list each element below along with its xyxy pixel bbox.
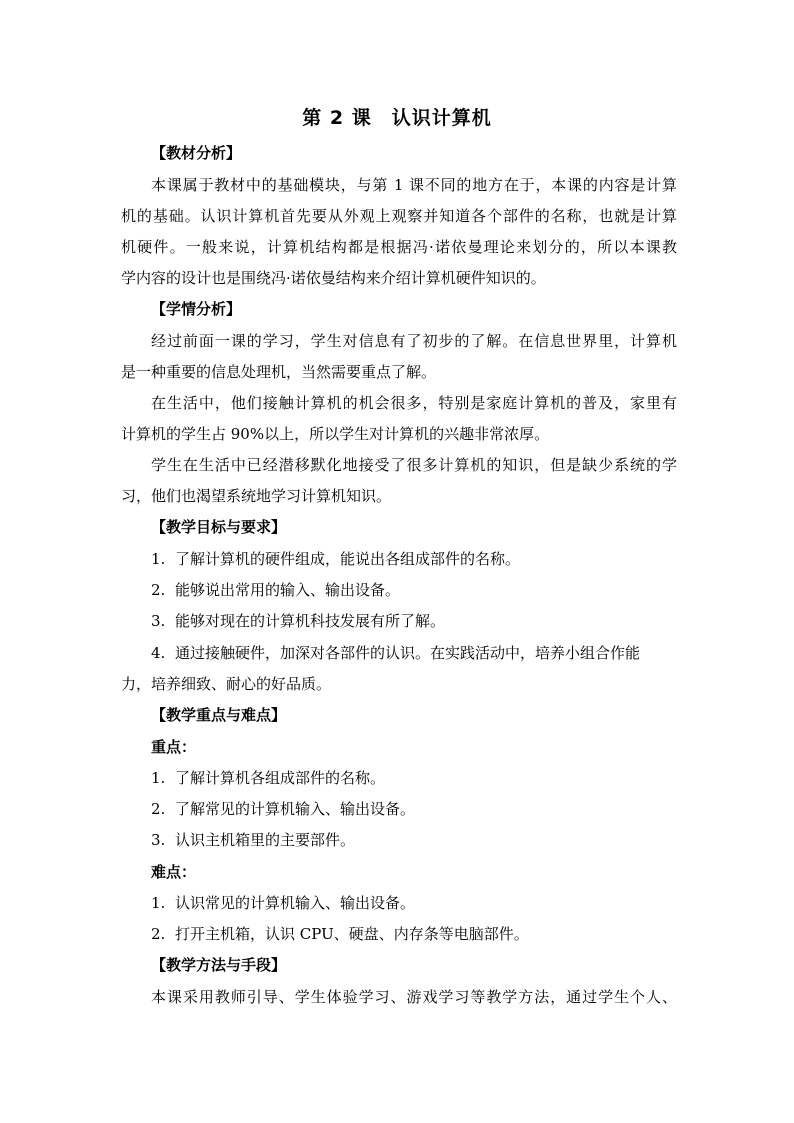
paragraph-line: 学内容的设计也是围绕冯·诺依曼结构来介绍计算机硬件知识的。 [121,269,546,287]
paragraph-line: 本课采用教师引导、学生体验学习、游戏学习等教学方法，通过学生个人、 [151,988,677,1006]
goal-item [151,643,677,663]
section-heading-teaching-methods: 【教学方法与手段】 [151,956,287,974]
goal-text: 能够对现在的计算机科技发展有所了解。 [175,612,446,630]
key-points-label: 重点： [151,738,197,756]
page-title: 第 2 课 认识计算机 [302,107,492,129]
section-heading-learner-analysis: 【学情分析】 [151,300,242,318]
section-heading-teaching-goals: 【教学目标与要求】 [151,518,287,536]
difficult-point-text: 认识常见的计算机输入、输出设备。 [175,894,416,912]
difficult-point-text: 打开主机箱，认识 CPU、硬盘、内存条等电脑部件。 [175,925,529,943]
paragraph-line: 习，他们也渴望系统地学习计算机知识。 [121,487,392,505]
key-point-number: 1. [151,769,166,787]
difficult-points-label: 难点： [151,863,197,881]
key-point-number: 2. [151,800,166,818]
key-point-number: 3. [151,831,166,849]
goal-number: 2. [151,581,166,599]
paragraph-line: 经过前面一课的学习，学生对信息有了初步的了解。在信息世界里，计算机 [151,332,677,350]
key-point-text: 了解计算机各组成部件的名称。 [175,769,386,787]
goal-text: 通过接触硬件，加深对各部件的认识。在实践活动中，培养小组合作能 [175,644,641,662]
key-point-text: 了解常见的计算机输入、输出设备。 [175,800,416,818]
paragraph-line: 机硬件。一般来说，计算机结构都是根据冯·诺依曼理论来划分的，所以本课教 [121,238,677,256]
goal-number: 3. [151,612,166,630]
paragraph-line: 是一种重要的信息处理机，当然需要重点了解。 [121,363,437,381]
paragraph-line: 学生在生活中已经潜移默化地接受了很多计算机的知识，但是缺少系统的学 [151,456,677,474]
paragraph-line: 本课属于教材中的基础模块，与第 1 课不同的地方在于，本课的内容是计算 [151,176,677,194]
section-heading-key-points: 【教学重点与难点】 [151,706,287,724]
goal-item [151,611,677,631]
goal-number: 4. [151,644,166,662]
goal-number: 1. [151,550,166,568]
difficult-point-item [151,893,677,913]
section-heading-textbook-analysis: 【教材分析】 [151,144,242,162]
paragraph-line: 在生活中，他们接触计算机的机会很多，特别是家庭计算机的普及，家里有 [151,394,677,412]
difficult-point-number: 1. [151,894,166,912]
goal-item [151,549,677,569]
goal-item [151,580,677,600]
goal-text: 了解计算机的硬件组成，能说出各组成部件的名称。 [175,550,521,568]
goal-item-continuation: 力，培养细致、耐心的好品质。 [121,675,332,693]
goal-text: 能够说出常用的输入、输出设备。 [175,581,401,599]
paragraph-line: 机的基础。认识计算机首先要从外观上观察并知道各个部件的名称，也就是计算 [121,207,677,225]
difficult-point-number: 2. [151,925,166,943]
key-point-item [151,799,677,819]
paragraph-line: 计算机的学生占 90%以上，所以学生对计算机的兴趣非常浓厚。 [121,425,550,443]
key-point-item [151,768,677,788]
key-point-item [151,830,677,850]
difficult-point-item [151,924,677,944]
key-point-text: 认识主机箱里的主要部件。 [175,831,356,849]
